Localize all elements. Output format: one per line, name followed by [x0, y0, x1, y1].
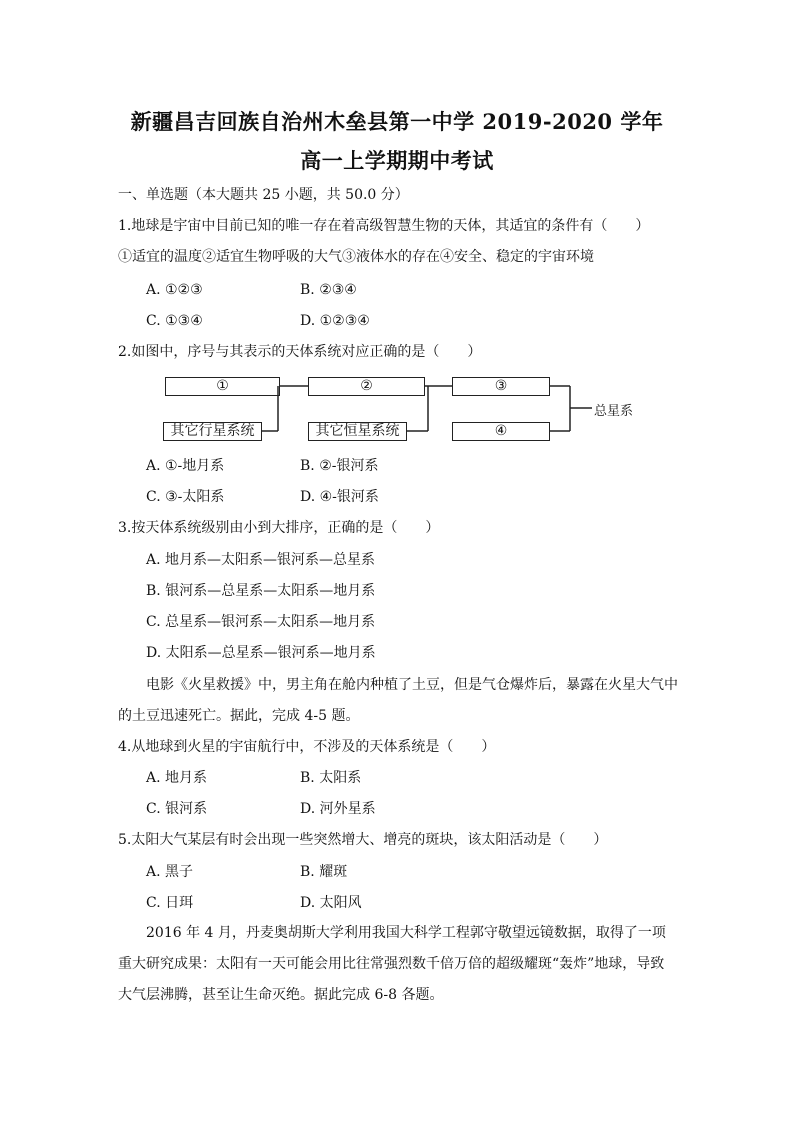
q2-option-d: D. ④-银河系: [300, 489, 379, 505]
q1-option-d: D. ①②③④: [300, 313, 370, 329]
diagram-box-1: ①: [165, 377, 280, 396]
q1-option-a: A. ①②③: [146, 282, 203, 298]
q4-option-c: C. 银河系: [146, 801, 208, 817]
diagram-box-3: ③: [452, 377, 550, 396]
q3-option-b: B. 银河系—总星系—太阳系—地月系: [146, 583, 376, 599]
q1-stem: 1.地球是宇宙中目前已知的唯一存在着高级智慧生物的天体，其适宜的条件有（ ）: [118, 218, 650, 234]
q4-option-b: B. 太阳系: [300, 770, 362, 786]
q2-option-b: B. ②-银河系: [300, 458, 379, 474]
q2-option-c: C. ③-太阳系: [146, 489, 225, 505]
q5-stem: 5.太阳大气某层有时会出现一些突然增大、增亮的斑块，该太阳活动是（ ）: [118, 832, 608, 848]
passage-mars-rescue: 电影《火星救援》中，男主角在舱内种植了土豆，但是气仓爆炸后，暴露在火星大气中的土豆迅速死亡。据此，完成 4-5 题。: [118, 677, 678, 724]
q2-stem: 2.如图中，序号与其表示的天体系统对应正确的是（ ）: [118, 344, 482, 360]
q1-option-c: C. ①③④: [146, 313, 203, 329]
q4-option-a: A. 地月系: [146, 770, 208, 786]
diagram-box-2: ②: [308, 377, 425, 396]
q1-conditions: ①适宜的温度②适宜生物呼吸的大气③液体水的存在④安全、稳定的宇宙环境: [118, 249, 594, 265]
exam-title-line2: 高一上学期期中考试: [300, 148, 494, 173]
q2-option-a: A. ①-地月系: [146, 458, 225, 474]
section-heading: 一、单选题（本大题共 25 小题，共 50.0 分）: [118, 187, 409, 203]
q5-option-c: C. 日珥: [146, 895, 194, 911]
celestial-system-diagram: [160, 372, 650, 444]
q3-stem: 3.按天体系统级别由小到大排序，正确的是（ ）: [118, 520, 440, 536]
q3-option-c: C. 总星系—银河系—太阳系—地月系: [146, 614, 376, 630]
diagram-total-label: 总星系: [594, 404, 634, 419]
diagram-other-stars-box: 其它恒星系统: [308, 422, 407, 441]
q5-option-b: B. 耀斑: [300, 864, 348, 880]
q4-stem: 4.从地球到火星的宇宙航行中，不涉及的天体系统是（ ）: [118, 739, 496, 755]
diagram-other-planets-box: 其它行星系统: [163, 422, 262, 441]
q5-option-d: D. 太阳风: [300, 895, 362, 911]
q4-option-d: D. 河外星系: [300, 801, 376, 817]
q1-option-b: B. ②③④: [300, 282, 357, 298]
q3-option-a: A. 地月系—太阳系—银河系—总星系: [146, 552, 376, 568]
passage-superflare: 2016 年 4 月，丹麦奥胡斯大学利用我国大科学工程郭守敬望远镜数据，取得了一项重大研究成果：太阳有一天可能会用比往常强烈数千倍万倍的超级耀斑“轰炸”地球，导致大气层沸腾，甚至让生命灭绝。据此完成 6-8 各题。: [118, 925, 666, 1003]
q3-option-d: D. 太阳系—总星系—银河系—地月系: [146, 645, 376, 661]
q5-option-a: A. 黑子: [146, 864, 194, 880]
exam-title-line1: 新疆昌吉回族自治州木垒县第一中学 2019-2020 学年: [130, 109, 664, 134]
diagram-box-4: ④: [452, 422, 550, 441]
